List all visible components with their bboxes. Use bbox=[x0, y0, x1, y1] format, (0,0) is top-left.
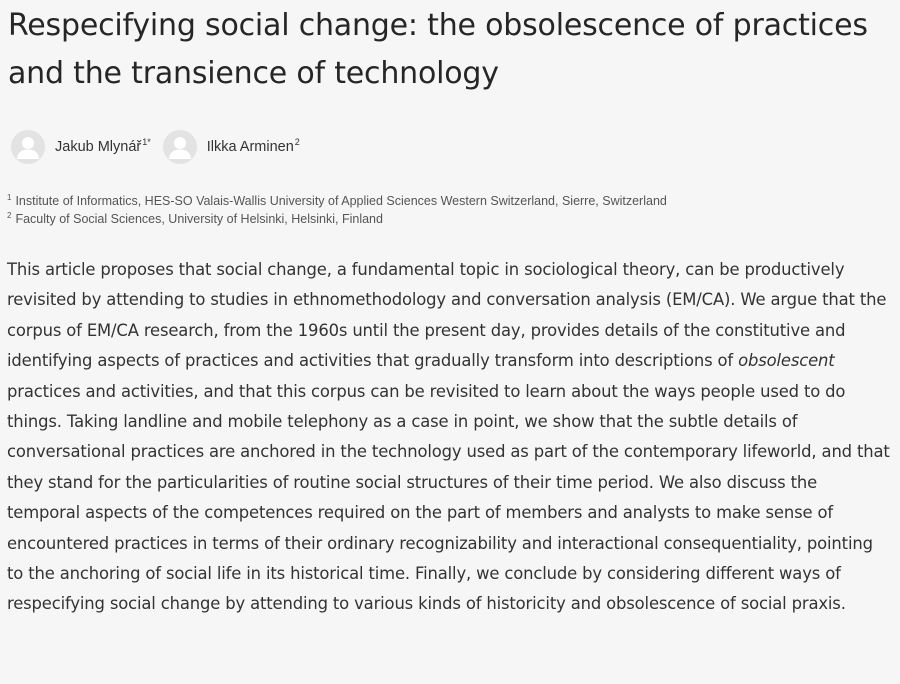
affiliation-item bbox=[7, 192, 667, 210]
user-avatar-icon bbox=[163, 130, 197, 164]
author-list bbox=[11, 129, 312, 165]
author-jakub-mlynar[interactable] bbox=[11, 130, 151, 164]
author-ilkka-arminen[interactable] bbox=[163, 130, 300, 164]
affiliation-item bbox=[7, 210, 667, 228]
affiliation-list bbox=[7, 192, 667, 228]
author-name: Jakub Mlynář$^{1*}$ bbox=[55, 137, 151, 155]
abstract-text: This article proposes that social change, a fundamental topic in sociological theory, can be productively revisited by attending to studies in ethnomethodology and conversation analysis (EM/CA). We argue that the corpus of EM/CA research, from the 1960s until the present day, provides details of the constitutive and identifying aspects of practices and activities that gradually transform into descriptions of obsolescent practices and activities, and that this corpus can be revisited to learn about the ways people used to do things. Taking landline and mobile telephony as a case in point, we show that the subtle details of conversational practices are anchored in the technology used as part of the contemporary lifeworld, and that they stand for the particularities of routine social structures of their time period. We also discuss the temporal aspects of the competences required on the part of members and analysts to make sense of encountered practices in terms of their ordinary recognizability and interactional consequentiality, pointing to the anchoring of social life in its historical time. Finally, we conclude by considering different ways of respecifying social change by attending to various kinds of historicity and obsolescence of social praxis. bbox=[7, 260, 890, 614]
affiliation-number: 1 bbox=[7, 192, 12, 202]
author-affiliation-marker: 2 bbox=[294, 137, 300, 148]
affiliation-number: 2 bbox=[7, 210, 12, 220]
article-title: Respecifying social change: the obsolescence of practices and the transience of technology bbox=[8, 8, 868, 91]
author-affiliation-marker: 1* bbox=[142, 137, 151, 148]
affiliation-text: Faculty of Social Sciences, University of Helsinki, Helsinki, Finland bbox=[15, 212, 383, 226]
affiliation-text: Institute of Informatics, HES-SO Valais-Wallis University of Applied Sciences Western Switzerland, Sierre, Switzerland bbox=[15, 194, 667, 208]
user-avatar-icon bbox=[11, 130, 45, 164]
abstract-emphasis: obsolescent bbox=[738, 351, 835, 371]
author-name: Ilkka Arminen$^2$ bbox=[206, 137, 300, 155]
